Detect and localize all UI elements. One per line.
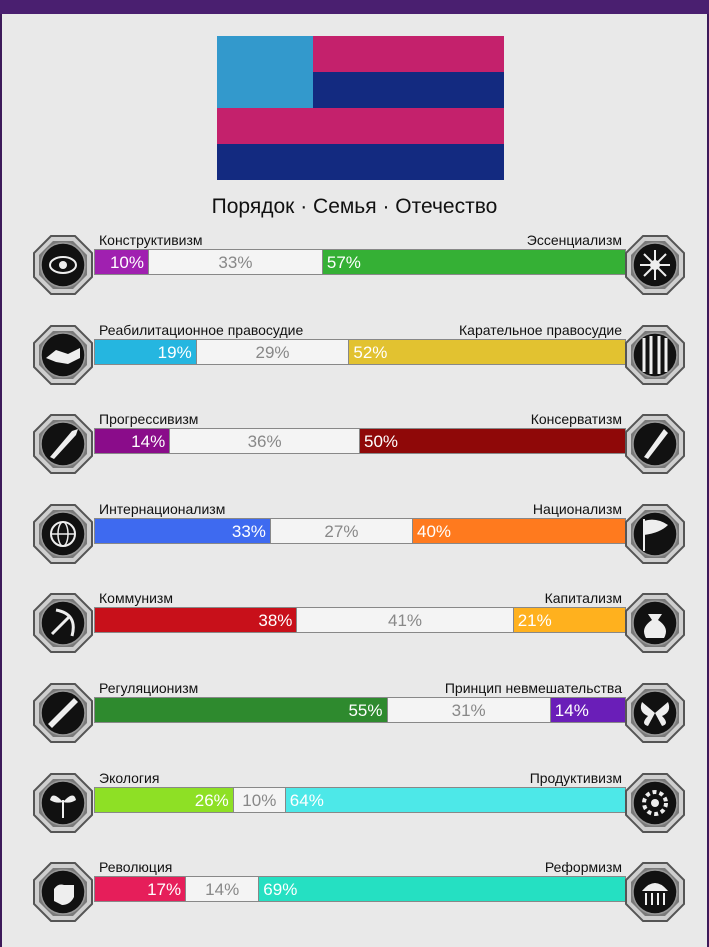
axis-center-segment: 10% — [233, 788, 286, 812]
axis-right-segment: 21% — [514, 608, 625, 632]
parliament-icon — [624, 861, 686, 923]
axis-right-label: Принцип невмешательства — [444, 680, 622, 696]
prison-bars-icon — [624, 324, 686, 386]
axis-center-segment: 29% — [196, 340, 350, 364]
axis-left-label: Прогрессивизм — [99, 411, 199, 428]
axis-center-segment: 31% — [387, 698, 551, 722]
flag — [217, 36, 504, 180]
axis-left-label: Интернационализм — [99, 500, 226, 517]
axis-right-label: Карательное правосудие — [459, 321, 622, 338]
axis-left-segment: 14% — [95, 429, 169, 453]
axis-center-segment: 27% — [270, 519, 413, 543]
axis-right-segment: 57% — [323, 250, 625, 274]
butterfly-icon — [624, 682, 686, 744]
axis-left-segment: 10% — [95, 250, 148, 274]
axis-right-label: Продуктивизм — [529, 769, 622, 786]
globe-icon — [32, 503, 94, 565]
axis-bar — [94, 697, 626, 723]
axis-left-label: Революция — [99, 859, 173, 876]
axis-left-label: Регуляционизм — [99, 680, 199, 696]
axis-left-segment: 38% — [95, 608, 296, 632]
flag-icon — [624, 503, 686, 565]
ruler-icon — [32, 682, 94, 744]
axis-right-label: Консерватизм — [530, 411, 622, 428]
handshake-icon — [32, 324, 94, 386]
axis-left-label: Экология — [99, 769, 160, 786]
axis-row — [0, 413, 709, 483]
axis-bar — [94, 787, 626, 813]
axis-row — [0, 861, 709, 931]
axis-bar — [94, 249, 626, 275]
axis-right-segment: 64% — [286, 788, 625, 812]
axis-left-segment: 26% — [95, 788, 233, 812]
axis-bar — [94, 518, 626, 544]
axis-bar — [94, 428, 626, 454]
axis-row — [0, 769, 709, 842]
axis-left-label: Коммунизм — [99, 590, 173, 607]
axis-left-segment: 55% — [95, 698, 387, 722]
eye-icon — [32, 234, 94, 296]
axis-right-label: Национализм — [532, 500, 622, 517]
axis-right-label: Реформизм — [544, 859, 622, 876]
motto: Порядок · Семья · Отечество — [211, 195, 498, 218]
hammer-sickle-icon — [32, 592, 94, 654]
axis-right-segment: 52% — [349, 340, 625, 364]
axis-left-segment: 19% — [95, 340, 196, 364]
axis-center-segment: 33% — [148, 250, 323, 274]
axis-center-segment: 36% — [169, 429, 360, 453]
axis-right-segment: 14% — [551, 698, 625, 722]
axis-left-label: Конструктивизм — [99, 232, 203, 248]
axis-right-segment: 40% — [413, 519, 625, 543]
axis-left-label: Реабилитационное правосудие — [99, 321, 304, 338]
axis-bar — [94, 339, 626, 365]
top-bar — [0, 0, 709, 14]
axis-right-segment: 50% — [360, 429, 625, 453]
axis-bar — [94, 607, 626, 633]
axis-row — [0, 321, 709, 394]
money-bag-icon — [624, 592, 686, 654]
sprout-icon — [32, 772, 94, 834]
axis-left-segment: 33% — [95, 519, 270, 543]
rocket-icon — [32, 413, 94, 475]
fist-icon — [32, 861, 94, 923]
flower-icon — [624, 234, 686, 296]
axis-row — [0, 682, 709, 752]
axis-left-segment: 17% — [95, 877, 185, 901]
axis-right-segment: 69% — [259, 877, 625, 901]
axis-row — [0, 234, 709, 304]
axis-center-segment: 14% — [185, 877, 259, 901]
axis-row — [0, 592, 709, 662]
gear-icon — [624, 772, 686, 834]
axis-bar — [94, 876, 626, 902]
axis-row — [0, 500, 709, 573]
axis-center-segment: 41% — [296, 608, 513, 632]
axis-right-label: Эссенциализм — [526, 232, 622, 248]
axis-right-label: Капитализм — [544, 590, 622, 607]
quill-icon — [624, 413, 686, 475]
